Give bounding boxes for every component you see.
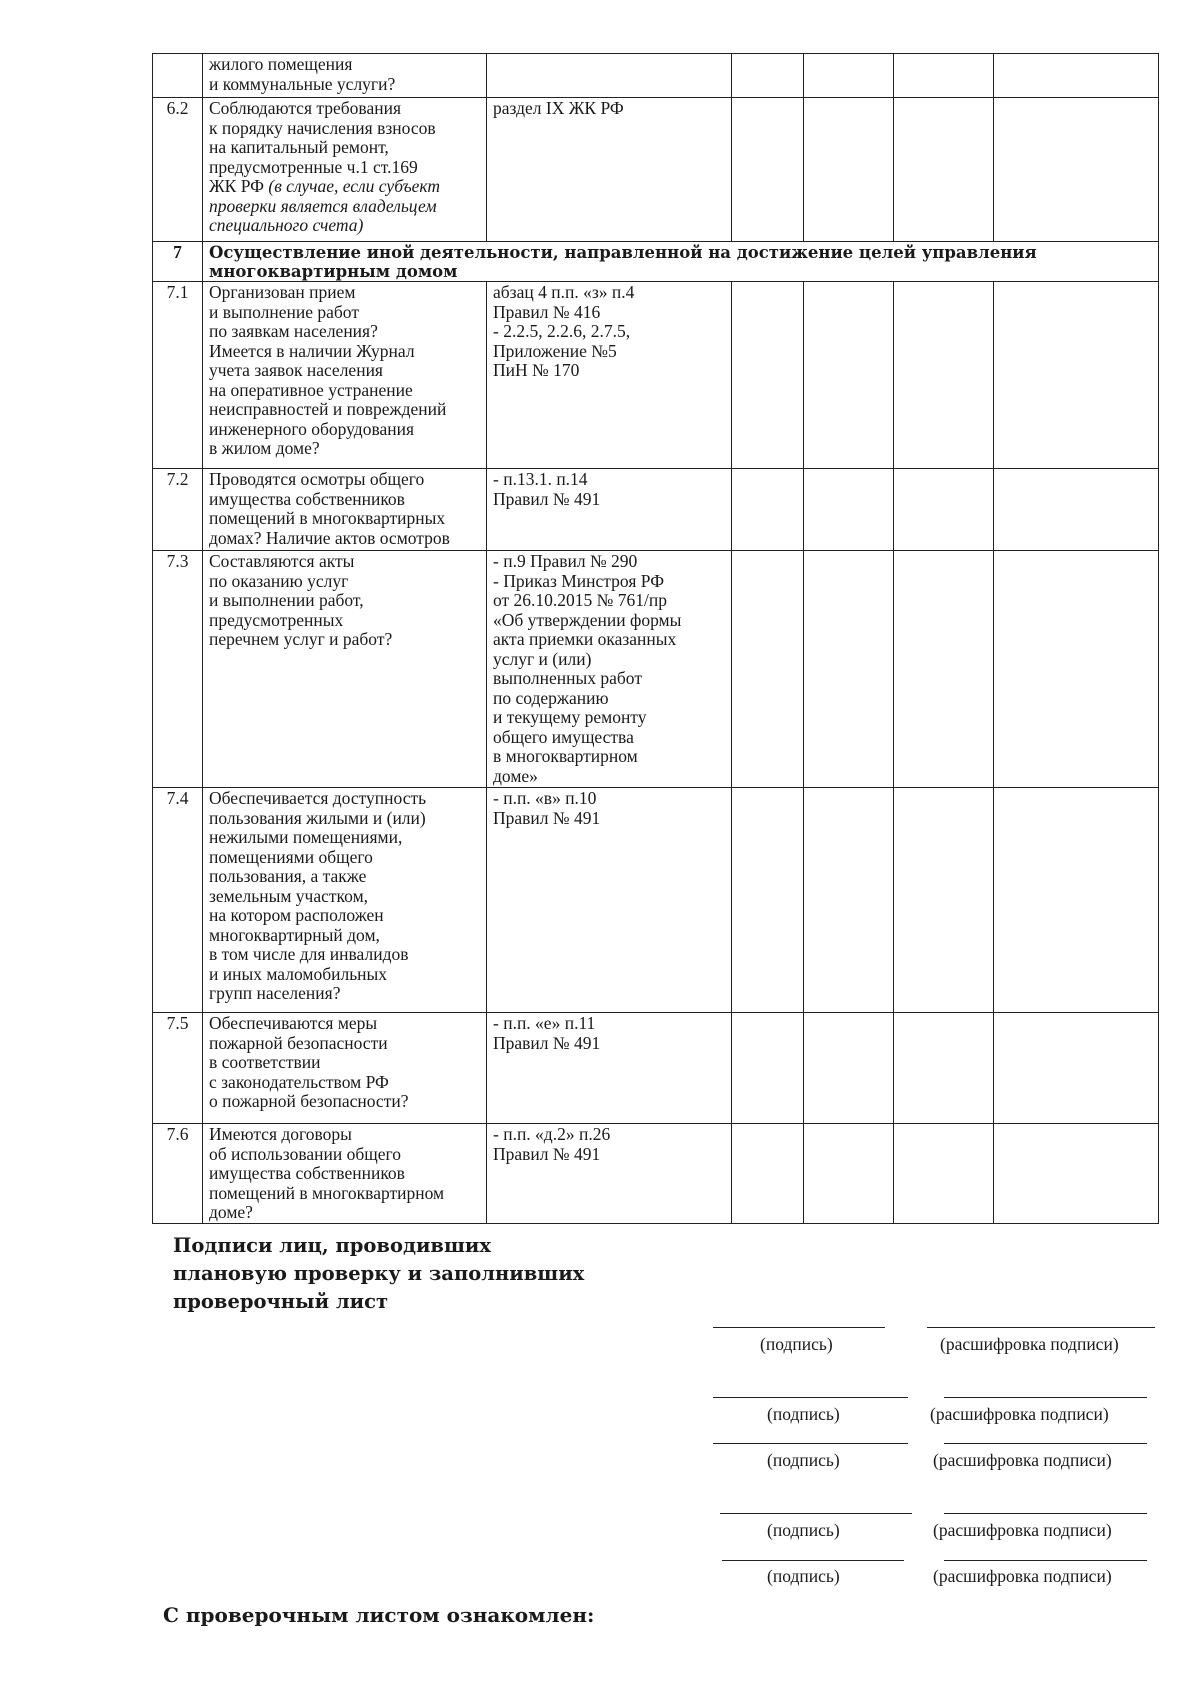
question-text: жилого помещения и коммунальные услуги? [209,54,396,94]
answer-no-cell[interactable] [804,1013,894,1124]
signature-caption: (подпись) [767,1404,840,1424]
row-number: 7.5 [153,1013,203,1124]
answer-na-cell[interactable] [894,282,994,469]
signature-line[interactable] [720,1513,912,1514]
signature-decode-line[interactable] [944,1560,1147,1561]
signature-decode-caption: (расшифровка подписи) [933,1520,1112,1540]
signature-caption: (подпись) [760,1334,833,1354]
requirement-question [203,469,487,551]
answer-na-cell[interactable] [894,1013,994,1124]
signatures-heading: Подписи лиц, проводивших плановую проверку и заполнивших проверочный лист [173,1234,585,1313]
requirement-question [203,54,487,98]
answer-no-cell[interactable] [804,551,894,788]
table-row [153,1013,1159,1124]
requirement-question [203,98,487,242]
question-text: Соблюдаются требования к порядку начисления взносов на капитальный ремонт, предусмотренные ч.1 ст.169 ЖК РФ [209,98,436,196]
signature-decode-caption: (расшифровка подписи) [933,1566,1112,1586]
answer-na-cell[interactable] [894,469,994,551]
legal-reference [487,54,732,98]
answer-no-cell[interactable] [804,788,894,1013]
answer-yes-cell[interactable] [732,551,804,788]
row-number: 7.6 [153,1124,203,1224]
signature-decode-caption: (расшифровка подписи) [930,1404,1109,1424]
legal-reference: раздел IX ЖК РФ [487,98,732,242]
question-text: Проводятся осмотры общего имущества собственников помещений в многоквартирных домах? Наличие актов осмотров [209,469,450,548]
signature-caption: (подпись) [767,1450,840,1470]
legal-reference: - п.п. «д.2» п.26 Правил № 491 [487,1124,732,1224]
answer-yes-cell[interactable] [732,282,804,469]
signature-caption: (подпись) [767,1566,840,1586]
legal-reference: абзац 4 п.п. «з» п.4 Правил № 416 - 2.2.5, 2.2.6, 2.7.5, Приложение №5 ПиН № 170 [487,282,732,469]
row-number: 7.1 [153,282,203,469]
question-text: Организован прием и выполнение работ по заявкам населения? Имеется в наличии Журнал учета заявок населения на оперативное устранение неисправностей и повреждений инженерного оборудования в жилом доме? [209,282,447,458]
table-row [153,282,1159,469]
requirement-question [203,788,487,1013]
signature-decode-line[interactable] [944,1397,1147,1398]
checklist-table [152,53,1159,1224]
comment-cell[interactable] [994,469,1159,551]
question-text: Имеются договоры об использовании общего имущества собственников помещений в многоквартирном доме? [209,1124,445,1222]
row-number: 7.4 [153,788,203,1013]
answer-no-cell[interactable] [804,469,894,551]
table-row [153,242,1159,282]
comment-cell[interactable] [994,98,1159,242]
question-text: Обеспечивается доступность пользования жилыми и (или) нежилыми помещениями, помещениями общего пользования, а также земельным участком, на котором расположен многоквартирный дом, в том числе для инвалидов и иных маломобильных групп населения? [209,788,427,1003]
answer-yes-cell[interactable] [732,1013,804,1124]
signature-decode-line[interactable] [944,1443,1147,1444]
requirement-question [203,1124,487,1224]
comment-cell[interactable] [994,788,1159,1013]
row-number: 7.2 [153,469,203,551]
legal-reference: - п.13.1. п.14 Правил № 491 [487,469,732,551]
answer-no-cell[interactable] [804,1124,894,1224]
requirement-question [203,551,487,788]
question-note: (в случае, если субъект проверки является владельцем специального счета) [209,176,441,235]
answer-na-cell[interactable] [894,551,994,788]
answer-yes-cell[interactable] [732,98,804,242]
legal-reference: - п.9 Правил № 290 - Приказ Минстроя РФ от 26.10.2015 № 761/пр «Об утверждении формы акта приемки оказанных услуг и (или) выполненных работ по содержанию и текущему ремонту общего имущества в многоквартирном доме» [487,551,732,788]
signature-decode-caption: (расшифровка подписи) [940,1334,1119,1354]
answer-yes-cell[interactable] [732,469,804,551]
answer-yes-cell[interactable] [732,788,804,1013]
answer-na-cell[interactable] [894,1124,994,1224]
answer-na-cell[interactable] [894,54,994,98]
requirement-question [203,1013,487,1124]
signature-caption: (подпись) [767,1520,840,1540]
answer-na-cell[interactable] [894,788,994,1013]
signature-decode-line[interactable] [944,1513,1147,1514]
answer-no-cell[interactable] [804,282,894,469]
comment-cell[interactable] [994,551,1159,788]
answer-no-cell[interactable] [804,54,894,98]
signature-decode-caption: (расшифровка подписи) [933,1450,1112,1470]
table-row [153,469,1159,551]
row-number: 6.2 [153,98,203,242]
signature-line[interactable] [713,1443,908,1444]
comment-cell[interactable] [994,1013,1159,1124]
signature-decode-line[interactable] [927,1327,1155,1328]
question-text: Обеспечиваются меры пожарной безопасности в соответствии с законодательством РФ о пожарной безопасности? [209,1013,409,1111]
legal-reference: - п.п. «е» п.11 Правил № 491 [487,1013,732,1124]
signature-line[interactable] [713,1327,885,1328]
legal-reference: - п.п. «в» п.10 Правил № 491 [487,788,732,1013]
comment-cell[interactable] [994,54,1159,98]
table-row [153,551,1159,788]
table-row [153,788,1159,1013]
acknowledgement-line: С проверочным листом ознакомлен: [163,1603,595,1627]
table-row [153,1124,1159,1224]
table-row [153,98,1159,242]
answer-yes-cell[interactable] [732,54,804,98]
answer-na-cell[interactable] [894,98,994,242]
answer-yes-cell[interactable] [732,1124,804,1224]
row-number [153,54,203,98]
question-text: Составляются акты по оказанию услуг и выполнении работ, предусмотренных перечнем услуг и работ? [209,551,393,649]
section-title: Осуществление иной деятельности, направленной на достижение целей управления многоквартирным домом [203,242,1159,282]
requirement-question [203,282,487,469]
row-number: 7 [153,242,203,282]
answer-no-cell[interactable] [804,98,894,242]
row-number: 7.3 [153,551,203,788]
table-row [153,54,1159,98]
comment-cell[interactable] [994,1124,1159,1224]
signature-line[interactable] [722,1560,904,1561]
signature-line[interactable] [713,1397,908,1398]
comment-cell[interactable] [994,282,1159,469]
